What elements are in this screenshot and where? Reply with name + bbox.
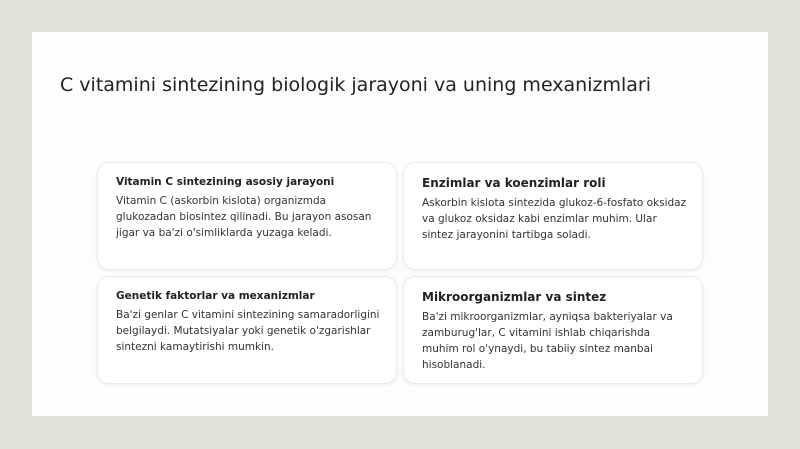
card-body: Ba'zi genlar C vitamini sintezining samaradorligini belgilaydi. Mutatsiyalar yoki genetik o'zgarishlar sintezni kamaytirishi mumkin. — [116, 309, 380, 353]
card-heading: Genetik faktorlar va mexanizmlar — [116, 290, 315, 302]
card-enzymes — [403, 162, 703, 270]
card-vitamin-c-synthesis — [97, 162, 397, 270]
card-microorganisms — [403, 276, 703, 384]
card-heading: Mikroorganizmlar va sintez — [422, 290, 607, 304]
card-body: Vitamin C (askorbin kislota) organizmda glukozadan biosintez qilinadi. Bu jarayon asosan jigar va ba'zi o'simliklarda yuzaga keladi. — [116, 195, 372, 239]
slide — [32, 32, 768, 416]
card-heading: Enzimlar va koenzimlar roli — [422, 176, 606, 190]
slide-title: C vitamini sintezining biologik jarayoni va uning mexanizmlari — [60, 74, 651, 96]
card-body: Ba'zi mikroorganizmlar, ayniqsa bakteriyalar va zamburug'lar, C vitamini ishlab chiqarishda muhim rol o'ynaydi, bu tabiiy sintez manbai hisoblanadi. — [422, 311, 673, 371]
card-heading: Vitamin C sintezining asosiy jarayoni — [116, 176, 335, 188]
card-genetic-factors — [97, 276, 397, 384]
card-body: Askorbin kislota sintezida glukoz-6-fosfato oksidaz va glukoz oksidaz kabi enzimlar muhim. Ular sintez jarayonini tartibga soladi. — [422, 197, 687, 241]
